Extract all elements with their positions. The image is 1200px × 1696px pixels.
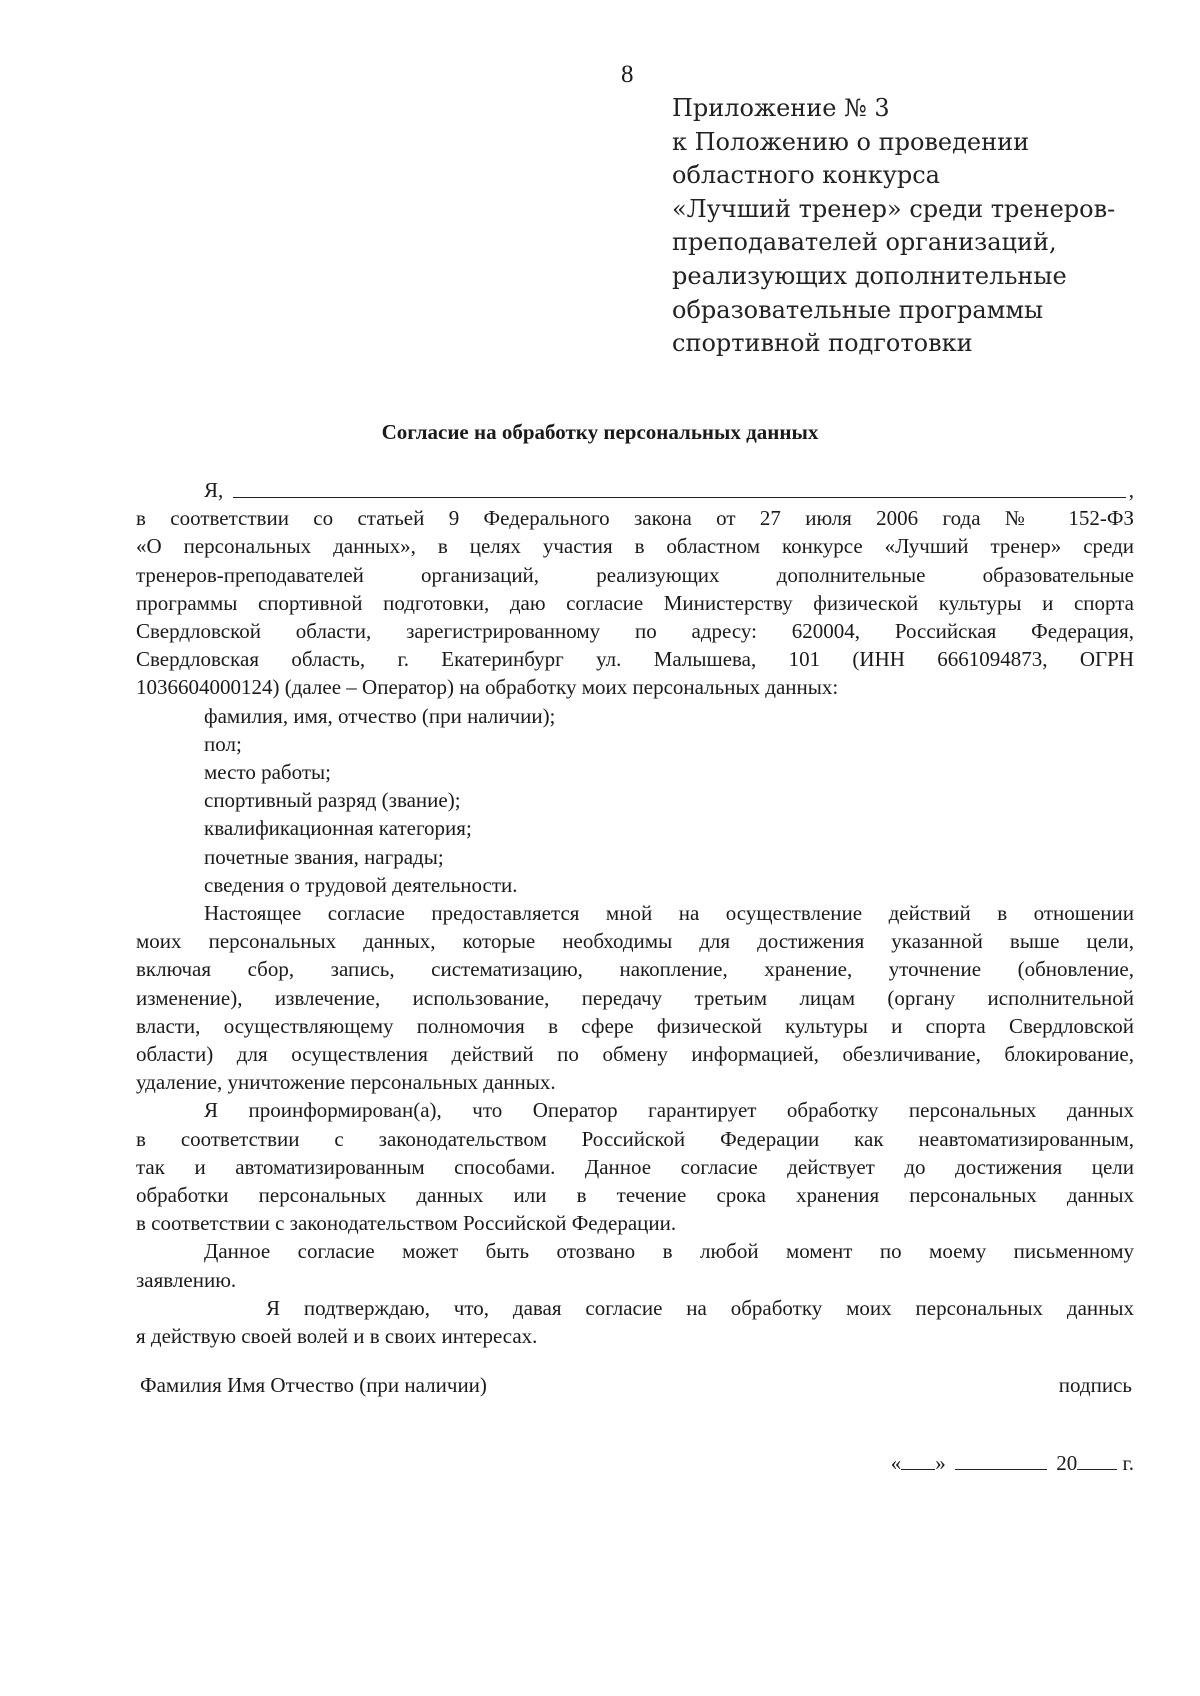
list-item: сведения о трудовой деятельности. (204, 872, 518, 897)
text-line: 1036604000124) (далее – Оператор) на обработку моих персональных данных: (136, 675, 839, 700)
declarant-suffix: , (1128, 478, 1134, 502)
text-line: Настоящее согласие предоставляется мной на осуществление действий в отношении (204, 901, 1134, 926)
text-line: Я проинформирован(а), что Оператор гарантирует обработку персональных данных (204, 1098, 1134, 1123)
appendix-line: спортивной подготовки (672, 329, 973, 358)
appendix-line: «Лучший тренер» среди тренеров- (672, 194, 1116, 223)
signature-row (140, 1371, 1132, 1399)
text-line: власти, осуществляющему полномочия в сфере физической культуры и спорта Свердловской (136, 1013, 1134, 1038)
list-item: место работы; (204, 760, 331, 785)
appendix-block (672, 92, 1142, 361)
text-line: Данное согласие может быть отозвано в любой момент по моему письменному (204, 1239, 1134, 1264)
document-title: Согласие на обработку персональных данных (381, 420, 819, 444)
confirmation-paragraph (136, 1294, 1134, 1350)
text-line: программы спортивной подготовки, даю согласие Министерству физической культуры и спорта (136, 590, 1134, 615)
list-item: пол; (204, 731, 242, 756)
text-line: Я подтверждаю, что, давая согласие на обработку моих персональных данных (266, 1295, 1134, 1320)
text-line: обработки персональных данных или в течение срока хранения персональных данных (136, 1183, 1134, 1208)
year-suffix: г. (1122, 1451, 1134, 1475)
declarant-prefix: Я, (204, 478, 224, 502)
list-item: спортивный разряд (звание); (204, 788, 461, 813)
day-blank (901, 1449, 935, 1470)
text-line: изменение), извлечение, использование, передачу третьим лицам (органу исполнительной (136, 985, 1134, 1010)
year-blank (1077, 1449, 1117, 1470)
text-line: в соответствии с законодательством Российской Федерации. (136, 1211, 677, 1236)
appendix-line: реализующих дополнительные (672, 261, 1067, 290)
name-blank-line (233, 477, 1125, 498)
text-line: в соответствии с законодательством Российской Федерации как неавтоматизированным, (136, 1126, 1134, 1151)
page-number: 8 (621, 61, 634, 88)
document-body (136, 476, 1134, 1350)
text-line: моих персональных данных, которые необходимы для достижения указанной выше цели, (136, 929, 1134, 954)
year-prefix: 20 (1056, 1451, 1078, 1475)
list-item: почетные звания, награды; (204, 844, 444, 869)
text-line: заявлению. (136, 1267, 237, 1292)
appendix-line: преподавателей организаций, (672, 228, 1057, 257)
actions-paragraph (136, 899, 1134, 1096)
consent-paragraph (136, 504, 1134, 701)
date-open-quote: « (890, 1451, 902, 1475)
month-blank (955, 1449, 1047, 1470)
text-line: я действую своей волей и в своих интересах. (136, 1324, 538, 1349)
date-close-quote: » (935, 1451, 946, 1475)
text-line: области) для осуществления действий по обмену информацией, обезличивание, блокирование, (136, 1042, 1134, 1067)
signature-label: подпись (1058, 1373, 1132, 1397)
text-line: включая сбор, запись, систематизацию, накопление, хранение, уточнение (обновление, (136, 957, 1134, 982)
text-line: так и автоматизированным способами. Данное согласие действует до достижения цели (136, 1154, 1134, 1179)
name-label: Фамилия Имя Отчество (при наличии) (140, 1373, 487, 1397)
list-item: квалификационная категория; (204, 816, 472, 841)
appendix-line: областного конкурса (672, 161, 940, 190)
text-line: «О персональных данных», в целях участия в областном конкурсе «Лучший тренер» среди (136, 534, 1134, 559)
text-line: удаление, уничтожение персональных данных. (136, 1070, 556, 1095)
declarant-line (136, 476, 1134, 504)
data-items-list (136, 702, 1134, 899)
date-line (891, 1449, 1134, 1477)
appendix-line: образовательные программы (672, 295, 1044, 324)
text-line: Свердловской области, зарегистрированному по адресу: 620004, Российская Федерация, (136, 619, 1134, 644)
appendix-line: к Положению о проведении (672, 127, 1030, 156)
informed-paragraph (136, 1096, 1134, 1237)
text-line: Свердловская область, г. Екатеринбург ул. Малышева, 101 (ИНН 6661094873, ОГРН (136, 647, 1134, 672)
text-line: в соответствии со статьей 9 Федерального закона от 27 июля 2006 года № 152-ФЗ (136, 506, 1134, 531)
text-line: тренеров-преподавателей организаций, реализующих дополнительные образовательные (136, 562, 1134, 587)
list-item: фамилия, имя, отчество (при наличии); (204, 703, 556, 728)
appendix-line: Приложение № 3 (672, 94, 890, 122)
revocation-paragraph (136, 1237, 1134, 1293)
